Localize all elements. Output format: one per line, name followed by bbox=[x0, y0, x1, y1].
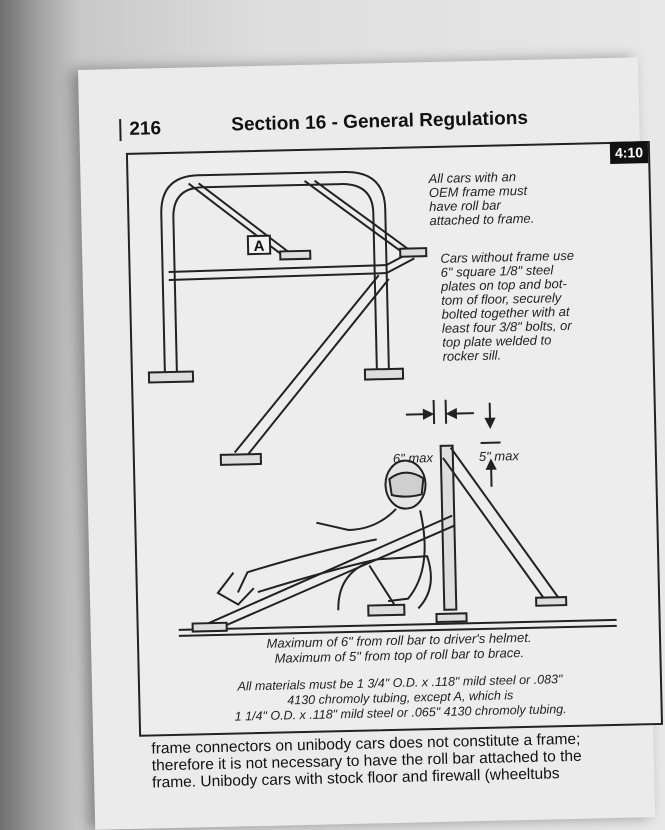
driver-side-view bbox=[175, 442, 617, 636]
label-a: A bbox=[253, 238, 264, 255]
body-paragraph: frame connectors on unibody cars does not constitute a frame; therefore it is not necessary to have the roll bar attached to the frame. Unibody cars with stock floor and firewall (wheeltubs bbox=[151, 729, 662, 792]
figure-box bbox=[126, 141, 663, 737]
page-number: 216 bbox=[119, 118, 161, 141]
roll-cage-drawing bbox=[144, 170, 431, 466]
dimension-top-label: 5" max bbox=[479, 448, 519, 464]
section-title: Section 16 - General Regulations bbox=[231, 108, 528, 137]
caption-maximums: Maximum of 6" from roll bar to driver's helmet. Maximum of 5" from top of roll bar to brace. bbox=[139, 627, 660, 669]
page-header bbox=[119, 107, 639, 145]
rulebook-page bbox=[78, 57, 655, 830]
caption-materials: All materials must be 1 3/4" O.D. x .118" mild steel or .083" 4130 chromoly tubing, except A, which is 1 1/4" O.D. x .118" mild steel or .065" 4130 chromoly tubing. bbox=[140, 670, 661, 727]
figure-tag: 4:10 bbox=[610, 141, 649, 164]
note-oem-frame: All cars with an OEM frame must have roll bar attached to frame. bbox=[428, 168, 589, 228]
note-without-frame: Cars without frame use 6" square 1/8" steel plates on top and bot- tom of floor, securely bolted together with at least four 3/8" bolts, or top plate welded to rocker sill. bbox=[440, 248, 602, 364]
dimension-helmet-label: 6" max bbox=[393, 450, 433, 466]
